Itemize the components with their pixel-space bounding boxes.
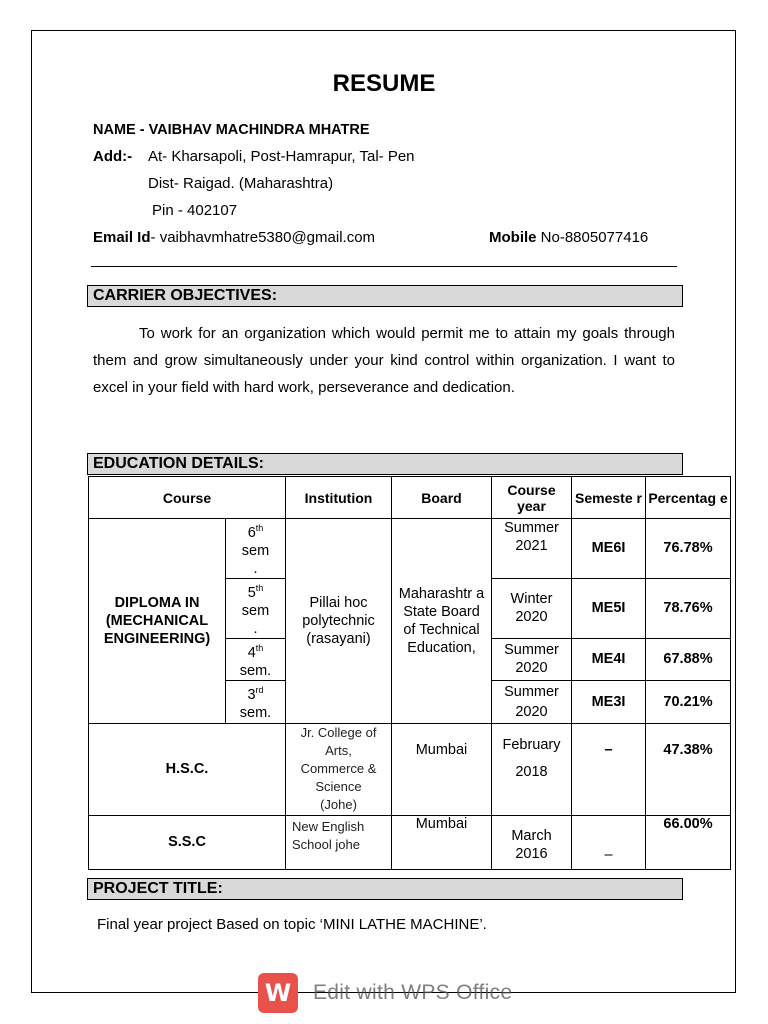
sem-cell (226, 519, 286, 579)
table-row (89, 519, 731, 579)
divider (91, 266, 677, 267)
name-line: NAME - VAIBHAV MACHINDRA MHATRE (93, 122, 370, 138)
page-title: RESUME (332, 70, 436, 97)
wps-watermark-text: Edit with WPS Office (313, 981, 513, 1004)
percentage: 76.78% (646, 519, 731, 579)
section-header-education: EDUCATION DETAILS: (87, 453, 683, 475)
sem-word: sem. (239, 662, 272, 679)
wps-logo-icon: W (258, 973, 298, 1013)
diploma-institution: Pillai hoc polytechnic (rasayani) (286, 519, 392, 724)
ssc-year: March 2016 (492, 815, 572, 869)
percentage: 70.21% (646, 680, 731, 723)
address-line-3: Pin - 402107 (152, 202, 238, 219)
ssc-percentage: 66.00% (646, 815, 731, 869)
semester-code: ME3I (572, 680, 646, 723)
address-line-1: At- Kharsapoli, Post-Hamrapur, Tal- Pen (148, 148, 415, 165)
header-course-year: Course year (492, 477, 572, 519)
hsc-board: Mumbai (392, 723, 492, 815)
hsc-year-month: February (502, 736, 561, 753)
sem-cell (226, 680, 286, 723)
sem-number: 3 (247, 687, 256, 704)
hsc-course: H.S.C. (89, 723, 286, 815)
course-year: Winter 2020 (492, 578, 572, 638)
sem-suffix: rd (255, 685, 264, 696)
course-year: Summer 2020 (492, 638, 572, 680)
mobile-label: Mobile (489, 229, 537, 246)
sem-suffix: th (255, 582, 264, 593)
sem-cell (226, 638, 286, 680)
percentage: 78.76% (646, 578, 731, 638)
project-text: Final year project Based on topic ‘MINI LATHE MACHINE’. (97, 916, 487, 933)
ssc-semester: – (572, 815, 646, 869)
table-row (89, 815, 731, 869)
table-row (89, 723, 731, 815)
mobile-value: No-8805077416 (536, 229, 649, 246)
sem-number: 4 (247, 644, 256, 661)
education-table (88, 476, 731, 870)
diploma-board: Maharashtr a State Board of Technical Education, (392, 519, 492, 724)
wps-watermark[interactable] (258, 973, 548, 1013)
sem-tail: . (253, 560, 258, 577)
sem-cell (226, 578, 286, 638)
header-percentage: Percentag e (646, 477, 731, 519)
header-course: Course (89, 477, 286, 519)
section-header-objectives: CARRIER OBJECTIVES: (87, 285, 683, 307)
header-institution: Institution (286, 477, 392, 519)
header-board: Board (392, 477, 492, 519)
ssc-course: S.S.C (89, 815, 286, 869)
hsc-year-value: 2018 (515, 763, 548, 780)
hsc-institution: Jr. College of Arts, Commerce & Science (Johe) (286, 723, 392, 815)
sem-number: 5 (247, 584, 256, 601)
hsc-year (492, 723, 572, 815)
sem-number: 6 (247, 524, 256, 541)
objective-paragraph (93, 320, 675, 401)
address-label: Add:- (93, 148, 133, 165)
percentage: 67.88% (646, 638, 731, 680)
sem-word: sem (241, 542, 270, 559)
hsc-semester: – (572, 723, 646, 815)
semester-code: ME5I (572, 578, 646, 638)
email-value: - vaibhavmhatre5380@gmail.com (150, 229, 376, 246)
ssc-board: Mumbai (392, 815, 492, 869)
semester-code: ME6I (572, 519, 646, 579)
diploma-course: DIPLOMA IN (MECHANICAL ENGINEERING) (89, 519, 226, 724)
objective-text: To work for an organization which would permit me to attain my goals through them and grow simultaneously under your kind control within organization. I want to excel in your field with hard work, perseverance and dedication. (93, 325, 675, 396)
header-semester: Semeste r (572, 477, 646, 519)
mobile-row (489, 229, 648, 246)
table-header-row (89, 477, 731, 519)
section-header-project: PROJECT TITLE: (87, 878, 683, 900)
ssc-institution: New English School johe (286, 815, 392, 869)
sem-word: sem. (239, 705, 272, 722)
sem-word: sem (241, 602, 270, 619)
course-year: Summer 2021 (492, 519, 572, 579)
address-line-2: Dist- Raigad. (Maharashtra) (148, 175, 334, 192)
sem-suffix: th (255, 642, 264, 653)
email-label: Email Id (93, 229, 151, 246)
course-year: Summer 2020 (492, 680, 572, 723)
hsc-percentage: 47.38% (646, 723, 731, 815)
sem-tail: . (253, 620, 258, 637)
sem-suffix: th (255, 523, 264, 533)
email-row (93, 229, 375, 246)
semester-code: ME4I (572, 638, 646, 680)
